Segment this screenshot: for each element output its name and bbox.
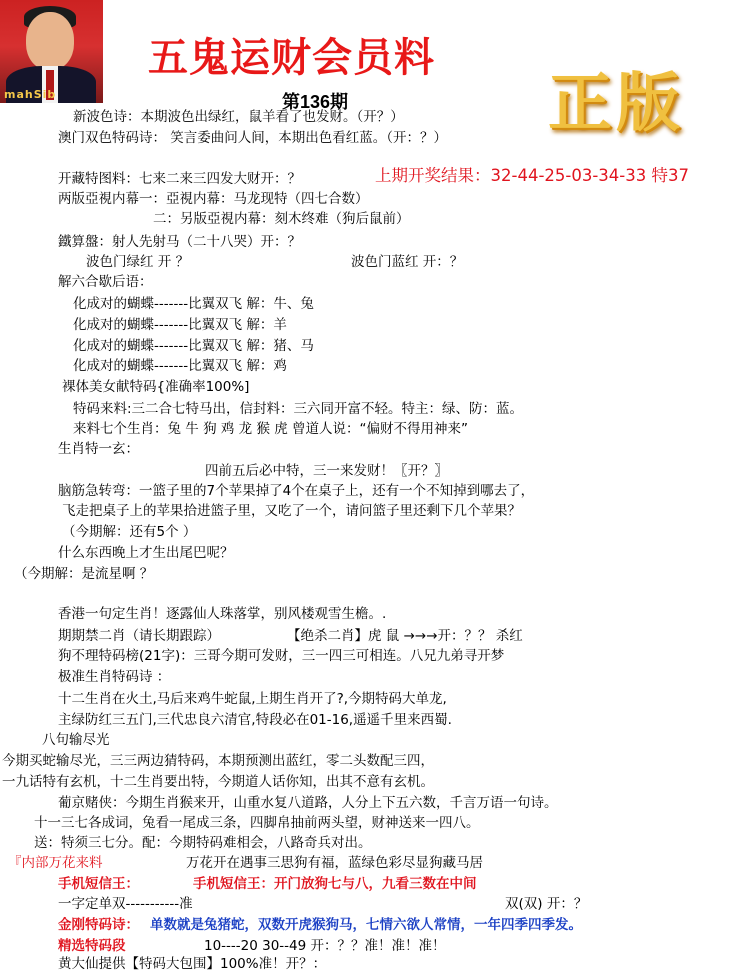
text-line-red: 金刚特码诗： (58, 917, 139, 933)
text-line: 【绝杀二肖】虎 鼠 →→→开：？？ 杀红 (287, 628, 523, 644)
text-line: （今期解：还有5个 ） (62, 524, 197, 540)
text-line: 裸体美女献特码{准确率100%] (62, 379, 250, 395)
genuine-stamp: 正版 (548, 66, 684, 141)
text-line: 特码来料:三二合七特马出，信封料：三六同开富不轻。特主：绿、防：蓝。 (73, 401, 524, 417)
text-line: 八句输尽光 (42, 732, 110, 748)
text-line: 化成对的蝴蝶-------比翼双飞 解：鸡 (73, 358, 287, 374)
issue-number: 第136期 (282, 92, 349, 112)
last-draw-result: 上期开奖结果：32-44-25-03-34-33 特37 (375, 166, 689, 185)
text-line: 来料七个生肖：兔 牛 狗 鸡 龙 猴 虎 曾道人说：“偏财不得用神来” (73, 421, 469, 437)
text-line: 化成对的蝴蝶-------比翼双飞 解：牛、兔 (73, 296, 314, 312)
text-line: 什么东西晚上才生出尾巴呢？ (58, 545, 234, 561)
text-line: 一九话特有玄机，十二生肖要出特，今期道人话你知，出其不意有玄机。 (2, 774, 434, 790)
text-line: 化成对的蝴蝶-------比翼双飞 解：猪、马 (73, 338, 314, 354)
text-line-red: 手机短信王： (58, 876, 139, 892)
text-line: 二：另版亞視内幕：刻木终难（狗后鼠前） (153, 211, 410, 227)
text-line: 四前五后必中特，三一来发财！〖开？〗 (205, 463, 448, 479)
text-line: 一字定单双-----------准 (58, 896, 193, 912)
text-line: 十二生肖在火土,马后来鸡牛蛇鼠,上期生肖开了?,今期特码大单龙, (58, 691, 447, 707)
text-line: 极准生肖特码诗 ： (58, 669, 171, 685)
text-line-blue: 单数就是兔猪蛇，双数开虎猴狗马，七情六欲人常情，一年四季四季发。 (150, 917, 582, 933)
text-line: 十一三七各成词，兔看一尾成三条，四脚帛抽前两头望，财神送来一四八。 (34, 815, 480, 831)
text-line: 主绿防红三五门,三代忠良六清官,特段必在01-16,遥遥千里来西蜀. (58, 712, 452, 728)
text-line: 波色门蓝红 开：？ (351, 254, 464, 270)
text-line: 狗不理特码榜(21字)：三哥今期可发财，三一四三可相连。八兄九弟寻开梦 (58, 648, 505, 664)
text-line: 葡京赌侠：今期生肖猴来开，山重水复八道路，人分上下五六数，千言万语一句诗。 (58, 795, 558, 811)
text-line-red: 精选特码段 (58, 938, 126, 954)
page-title: 五鬼运财会员料 (148, 34, 435, 81)
text-line: 香港一句定生肖！逐露仙人珠落掌，别风楼观雪生檐。. (58, 606, 387, 622)
text-line: 黄大仙提供【特码大包围】100%准！开？： (58, 956, 327, 972)
avatar-photo (0, 0, 103, 103)
text-line: 生肖特一玄： (58, 441, 139, 457)
text-line-red: 『内部万花来料 (8, 855, 103, 871)
avatar-face (26, 12, 74, 70)
text-line: 送：特须三七分。配：今期特码难相会，八路奇兵对出。 (34, 835, 372, 851)
avatar-caption: mahSib (4, 88, 57, 101)
text-line: 10----20 30--49 开：？？准！准！准！ (204, 938, 446, 954)
text-line: 今期买蛇输尽光，三三两边猜特码，本期预测出蓝红，零二头数配三四， (2, 753, 434, 769)
text-line: 期期禁二肖（请长期跟踪） (58, 628, 220, 644)
text-line: 新波色诗：本期波色出绿红，鼠羊看了也发财。（开？） (73, 109, 404, 125)
text-line-red: 手机短信王：开门放狗七与八，九看三数在中间 (193, 876, 477, 892)
text-line: 澳门双色特码诗： 笑言委曲问人间，本期出色看红蓝。（开：？） (58, 130, 448, 146)
text-line: 脑筋急转弯：一篮子里的7个苹果掉了4个在桌子上，还有一个不知掉到哪去了， (58, 483, 535, 499)
text-line: 开藏特图料：七来二来三四发大财开：？ (58, 171, 301, 187)
text-line: 化成对的蝴蝶-------比翼双飞 解：羊 (73, 317, 287, 333)
text-line: 飞走把桌子上的苹果拾进篮子里，又吃了一个，请问篮子里还剩下几个苹果？ (62, 503, 521, 519)
text-line: 鐵算盤：射人先射马（二十八哭）开：？ (58, 234, 301, 250)
text-line: 双(双) 开：？ (505, 896, 588, 912)
text-line: 解六合歇后语： (58, 274, 153, 290)
text-line: 万花开在遇事三思狗有福，蓝绿色彩尽显狗藏马居 (186, 855, 483, 871)
text-line: （今期解：是流星啊 ？ (14, 566, 154, 582)
text-line: 两版亞視内幕一：亞視内幕：马龙现特（四七合数） (58, 191, 369, 207)
text-line: 波色门绿红 开 ？ (86, 254, 190, 270)
